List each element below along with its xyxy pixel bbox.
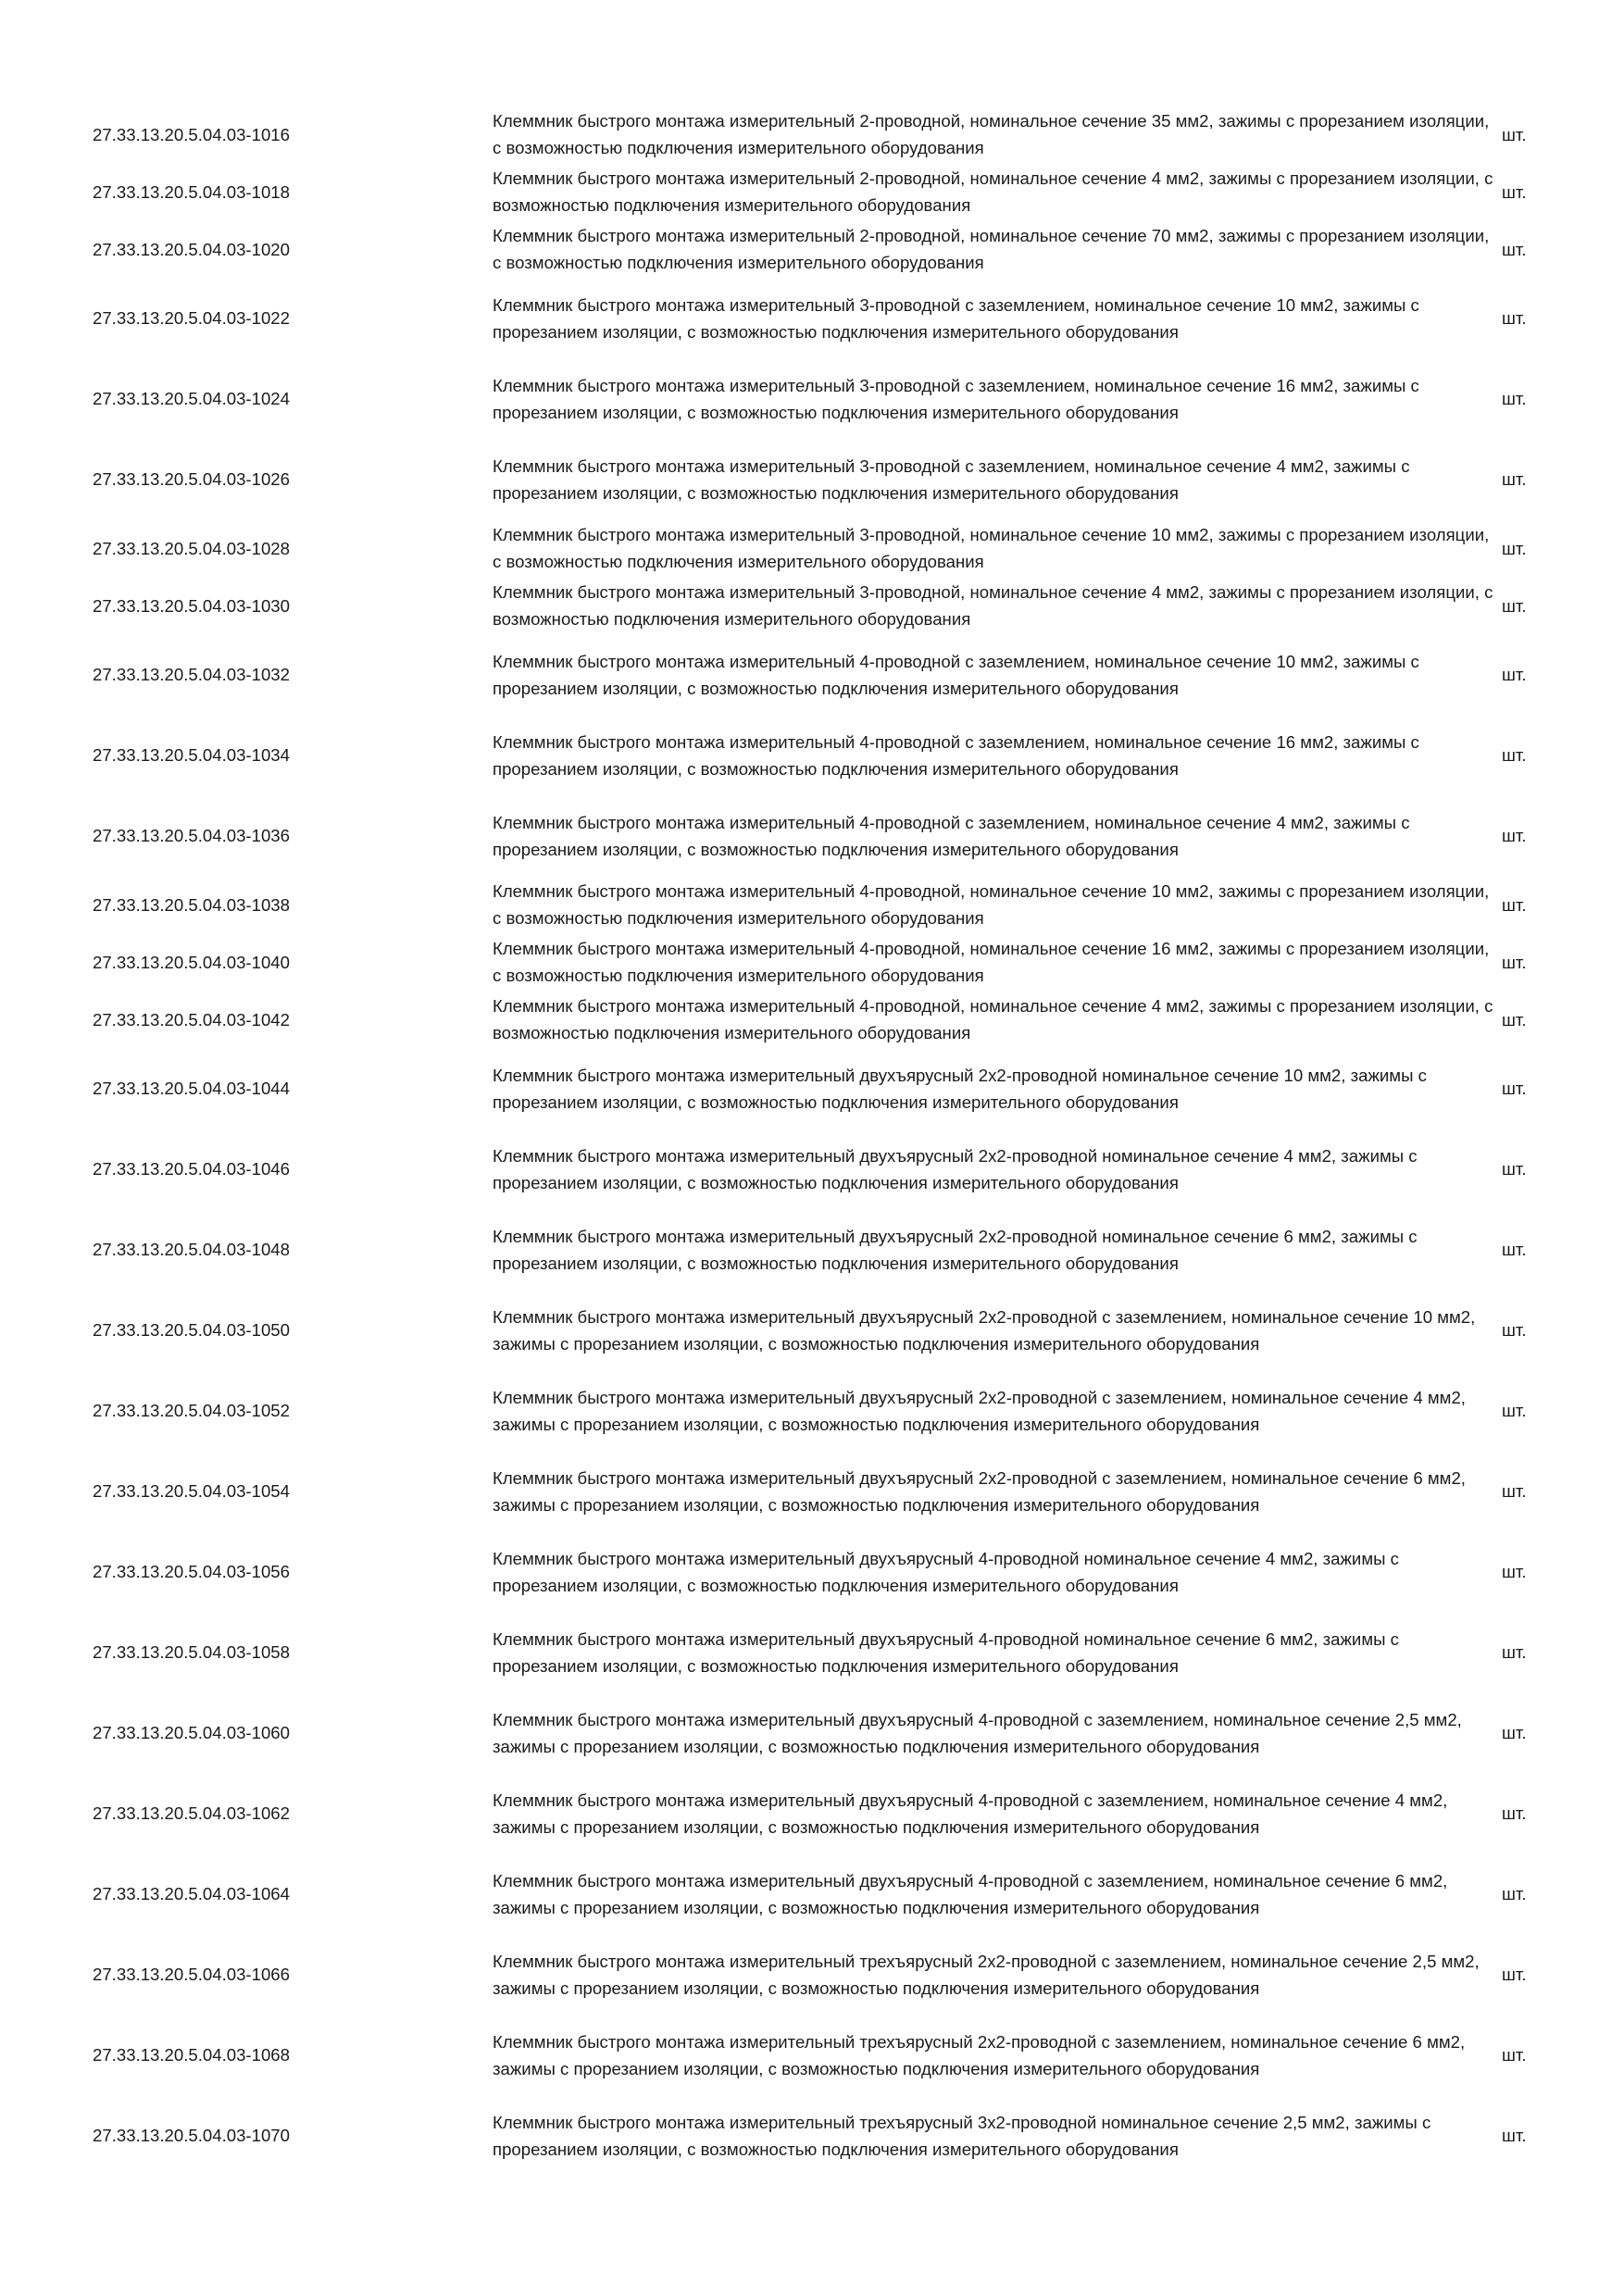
item-unit: шт. xyxy=(1502,595,1527,616)
item-unit: шт. xyxy=(1502,389,1527,408)
item-description: Клеммник быстрого монтажа измерительный двухъярусный 4-проводной номинальное сечение 6 мм2, зажимы с прорезанием изоляции, с возможностью подключения измерительного оборудования xyxy=(493,1628,1399,1676)
item-unit: шт. xyxy=(1502,894,1527,915)
table-row xyxy=(93,1531,1574,1612)
item-description: Клеммник быстрого монтажа измерительный 4-проводной, номинальное сечение 10 мм2, зажимы с прорезанием изоляции, с возможностью подключения измерительного оборудования xyxy=(493,881,1490,928)
item-unit: шт. xyxy=(1502,239,1527,259)
item-unit: шт. xyxy=(1502,665,1527,684)
item-description: Клеммник быстрого монтажа измерительный 3-проводной, номинальное сечение 10 мм2, зажимы с прорезанием изоляции, с возможностью подключения измерительного оборудования xyxy=(493,525,1490,571)
item-unit: шт. xyxy=(1502,1009,1527,1029)
item-code: 27.33.13.20.5.04.03-1048 xyxy=(93,1240,290,1259)
table-row xyxy=(93,1934,1574,2015)
spec-table-body xyxy=(93,106,1574,2176)
table-row xyxy=(93,1209,1574,1290)
item-unit: шт. xyxy=(1502,538,1527,558)
item-code: 27.33.13.20.5.04.03-1050 xyxy=(93,1320,290,1340)
item-code: 27.33.13.20.5.04.03-1042 xyxy=(93,1009,290,1029)
item-unit: шт. xyxy=(1502,1079,1527,1098)
item-code: 27.33.13.20.5.04.03-1034 xyxy=(93,745,290,765)
item-unit: шт. xyxy=(1502,826,1527,845)
item-description: Клеммник быстрого монтажа измерительный 3-проводной с заземлением, номинальное сечение 16 мм2, зажимы с прорезанием изоляции, с возможностью подключения измерительного оборудования xyxy=(493,375,1419,422)
item-description: Клеммник быстрого монтажа измерительный двухъярусный 2х2-проводной номинальное сечение 4 мм2, зажимы с прорезанием изоляции, с возможностью подключения измерительного оборудования xyxy=(493,1145,1418,1192)
item-code: 27.33.13.20.5.04.03-1064 xyxy=(93,1884,290,1903)
table-row xyxy=(93,220,1574,278)
item-unit: шт. xyxy=(1502,181,1527,202)
item-description: Клеммник быстрого монтажа измерительный 3-проводной, номинальное сечение 4 мм2, зажимы с прорезанием изоляции, с возможностью подключения измерительного оборудования xyxy=(493,582,1493,629)
item-unit: шт. xyxy=(1502,1240,1527,1259)
item-code: 27.33.13.20.5.04.03-1056 xyxy=(93,1562,290,1581)
item-unit: шт. xyxy=(1502,1965,1527,1984)
table-row xyxy=(93,163,1574,220)
item-unit: шт. xyxy=(1502,745,1527,765)
item-unit: шт. xyxy=(1502,2126,1527,2145)
item-description: Клеммник быстрого монтажа измерительный двухъярусный 2х2-проводной с заземлением, номинальное сечение 6 мм2, зажимы с прорезанием изоляции, с возможностью подключения измерительного оборудования xyxy=(493,1467,1466,1515)
item-code: 27.33.13.20.5.04.03-1052 xyxy=(93,1401,290,1420)
item-description: Клеммник быстрого монтажа измерительный двухъярусный 4-проводной с заземлением, номинальное сечение 6 мм2, зажимы с прорезанием изоляции, с возможностью подключения измерительного оборудования xyxy=(493,1870,1448,1917)
item-unit: шт. xyxy=(1502,1723,1527,1742)
item-unit: шт. xyxy=(1502,1803,1527,1823)
spec-table xyxy=(93,106,1574,2176)
item-code: 27.33.13.20.5.04.03-1068 xyxy=(93,2045,290,2065)
item-description: Клеммник быстрого монтажа измерительный двухъярусный 2х2-проводной с заземлением, номинальное сечение 4 мм2, зажимы с прорезанием изоляции, с возможностью подключения измерительного оборудования xyxy=(493,1387,1466,1434)
table-row xyxy=(93,577,1574,634)
item-description: Клеммник быстрого монтажа измерительный трехъярусный 2х2-проводной с заземлением, номинальное сечение 6 мм2, зажимы с прорезанием изоляции, с возможностью подключения измерительного оборудования xyxy=(493,2031,1466,2078)
item-unit: шт. xyxy=(1502,1159,1527,1179)
item-unit: шт. xyxy=(1502,124,1527,144)
item-description: Клеммник быстрого монтажа измерительный 3-проводной с заземлением, номинальное сечение 10 мм2, зажимы с прорезанием изоляции, с возможностью подключения измерительного оборудования xyxy=(493,294,1419,342)
table-row xyxy=(93,1290,1574,1370)
item-unit: шт. xyxy=(1502,1401,1527,1420)
table-row xyxy=(93,1612,1574,1692)
item-description: Клеммник быстрого монтажа измерительный 3-проводной с заземлением, номинальное сечение 4 мм2, зажимы с прорезанием изоляции, с возможностью подключения измерительного оборудования xyxy=(493,455,1410,503)
item-code: 27.33.13.20.5.04.03-1020 xyxy=(93,239,290,259)
item-code: 27.33.13.20.5.04.03-1026 xyxy=(93,469,290,489)
table-row xyxy=(93,2015,1574,2095)
item-code: 27.33.13.20.5.04.03-1016 xyxy=(93,124,290,144)
item-code: 27.33.13.20.5.04.03-1044 xyxy=(93,1079,290,1098)
table-row xyxy=(93,991,1574,1048)
item-description: Клеммник быстрого монтажа измерительный трехъярусный 2х2-проводной с заземлением, номинальное сечение 2,5 мм2, зажимы с прорезанием изоляции, с возможностью подключения измерительного оборудования xyxy=(493,1951,1480,1998)
item-unit: шт. xyxy=(1502,469,1527,489)
item-description: Клеммник быстрого монтажа измерительный двухъярусный 2х2-проводной номинальное сечение 10 мм2, зажимы с прорезанием изоляции, с возможностью подключения измерительного оборудования xyxy=(493,1065,1427,1112)
table-row xyxy=(93,795,1574,876)
table-row xyxy=(93,876,1574,933)
item-code: 27.33.13.20.5.04.03-1062 xyxy=(93,1803,290,1823)
table-row xyxy=(93,1129,1574,1209)
item-description: Клеммник быстрого монтажа измерительный 4-проводной с заземлением, номинальное сечение 4 мм2, зажимы с прорезанием изоляции, с возможностью подключения измерительного оборудования xyxy=(493,812,1410,859)
item-unit: шт. xyxy=(1502,1562,1527,1581)
table-row xyxy=(93,278,1574,358)
table-row xyxy=(93,933,1574,991)
item-code: 27.33.13.20.5.04.03-1066 xyxy=(93,1965,290,1984)
table-row xyxy=(93,519,1574,577)
item-code: 27.33.13.20.5.04.03-1032 xyxy=(93,665,290,684)
item-description: Клеммник быстрого монтажа измерительный двухъярусный 4-проводной номинальное сечение 4 мм2, зажимы с прорезанием изоляции, с возможностью подключения измерительного оборудования xyxy=(493,1548,1399,1595)
item-description: Клеммник быстрого монтажа измерительный 4-проводной с заземлением, номинальное сечение 10 мм2, зажимы с прорезанием изоляции, с возможностью подключения измерительного оборудования xyxy=(493,651,1419,698)
item-code: 27.33.13.20.5.04.03-1054 xyxy=(93,1481,290,1501)
item-description: Клеммник быстрого монтажа измерительный двухъярусный 2х2-проводной номинальное сечение 6 мм2, зажимы с прорезанием изоляции, с возможностью подключения измерительного оборудования xyxy=(493,1226,1418,1273)
table-row xyxy=(93,439,1574,519)
item-description: Клеммник быстрого монтажа измерительный 2-проводной, номинальное сечение 70 мм2, зажимы с прорезанием изоляции, с возможностью подключения измерительного оборудования xyxy=(493,226,1490,272)
item-code: 27.33.13.20.5.04.03-1060 xyxy=(93,1723,290,1742)
item-code: 27.33.13.20.5.04.03-1028 xyxy=(93,538,290,558)
item-code: 27.33.13.20.5.04.03-1058 xyxy=(93,1642,290,1662)
item-code: 27.33.13.20.5.04.03-1018 xyxy=(93,181,290,202)
item-code: 27.33.13.20.5.04.03-1036 xyxy=(93,826,290,845)
table-row xyxy=(93,715,1574,795)
item-description: Клеммник быстрого монтажа измерительный трехъярусный 3х2-проводной номинальное сечение 2,5 мм2, зажимы с прорезанием изоляции, с возможностью подключения измерительного оборудования xyxy=(493,2112,1431,2159)
table-row xyxy=(93,2095,1574,2176)
item-unit: шт. xyxy=(1502,308,1527,328)
item-description: Клеммник быстрого монтажа измерительный двухъярусный 2х2-проводной с заземлением, номинальное сечение 10 мм2, зажимы с прорезанием изоляции, с возможностью подключения измерительного оборудования xyxy=(493,1306,1476,1354)
item-code: 27.33.13.20.5.04.03-1038 xyxy=(93,894,290,915)
item-unit: шт. xyxy=(1502,952,1527,972)
item-code: 27.33.13.20.5.04.03-1022 xyxy=(93,308,290,328)
table-row xyxy=(93,1370,1574,1451)
table-row xyxy=(93,1451,1574,1531)
item-description: Клеммник быстрого монтажа измерительный двухъярусный 4-проводной с заземлением, номинальное сечение 4 мм2, зажимы с прорезанием изоляции, с возможностью подключения измерительного оборудования xyxy=(493,1790,1448,1837)
item-unit: шт. xyxy=(1502,2045,1527,2065)
table-row xyxy=(93,634,1574,715)
table-row xyxy=(93,1853,1574,1934)
item-code: 27.33.13.20.5.04.03-1030 xyxy=(93,595,290,616)
table-row xyxy=(93,1692,1574,1773)
table-row xyxy=(93,1048,1574,1129)
table-row xyxy=(93,106,1574,163)
item-unit: шт. xyxy=(1502,1320,1527,1340)
item-unit: шт. xyxy=(1502,1481,1527,1501)
item-description: Клеммник быстрого монтажа измерительный двухъярусный 4-проводной с заземлением, номинальное сечение 2,5 мм2, зажимы с прорезанием изоляции, с возможностью подключения измерительного оборудования xyxy=(493,1709,1462,1756)
item-description: Клеммник быстрого монтажа измерительный 2-проводной, номинальное сечение 4 мм2, зажимы с прорезанием изоляции, с возможностью подключения измерительного оборудования xyxy=(493,168,1493,215)
item-unit: шт. xyxy=(1502,1884,1527,1903)
item-code: 27.33.13.20.5.04.03-1046 xyxy=(93,1159,290,1179)
table-row xyxy=(93,358,1574,439)
item-code: 27.33.13.20.5.04.03-1070 xyxy=(93,2126,290,2145)
item-description: Клеммник быстрого монтажа измерительный 2-проводной, номинальное сечение 35 мм2, зажимы с прорезанием изоляции, с возможностью подключения измерительного оборудования xyxy=(493,111,1490,157)
item-description: Клеммник быстрого монтажа измерительный 4-проводной с заземлением, номинальное сечение 16 мм2, зажимы с прорезанием изоляции, с возможностью подключения измерительного оборудования xyxy=(493,731,1419,779)
item-code: 27.33.13.20.5.04.03-1040 xyxy=(93,952,290,972)
item-unit: шт. xyxy=(1502,1642,1527,1662)
item-description: Клеммник быстрого монтажа измерительный 4-проводной, номинальное сечение 4 мм2, зажимы с прорезанием изоляции, с возможностью подключения измерительного оборудования xyxy=(493,996,1493,1042)
item-code: 27.33.13.20.5.04.03-1024 xyxy=(93,389,290,408)
table-row xyxy=(93,1773,1574,1853)
item-description: Клеммник быстрого монтажа измерительный 4-проводной, номинальное сечение 16 мм2, зажимы с прорезанием изоляции, с возможностью подключения измерительного оборудования xyxy=(493,939,1490,985)
